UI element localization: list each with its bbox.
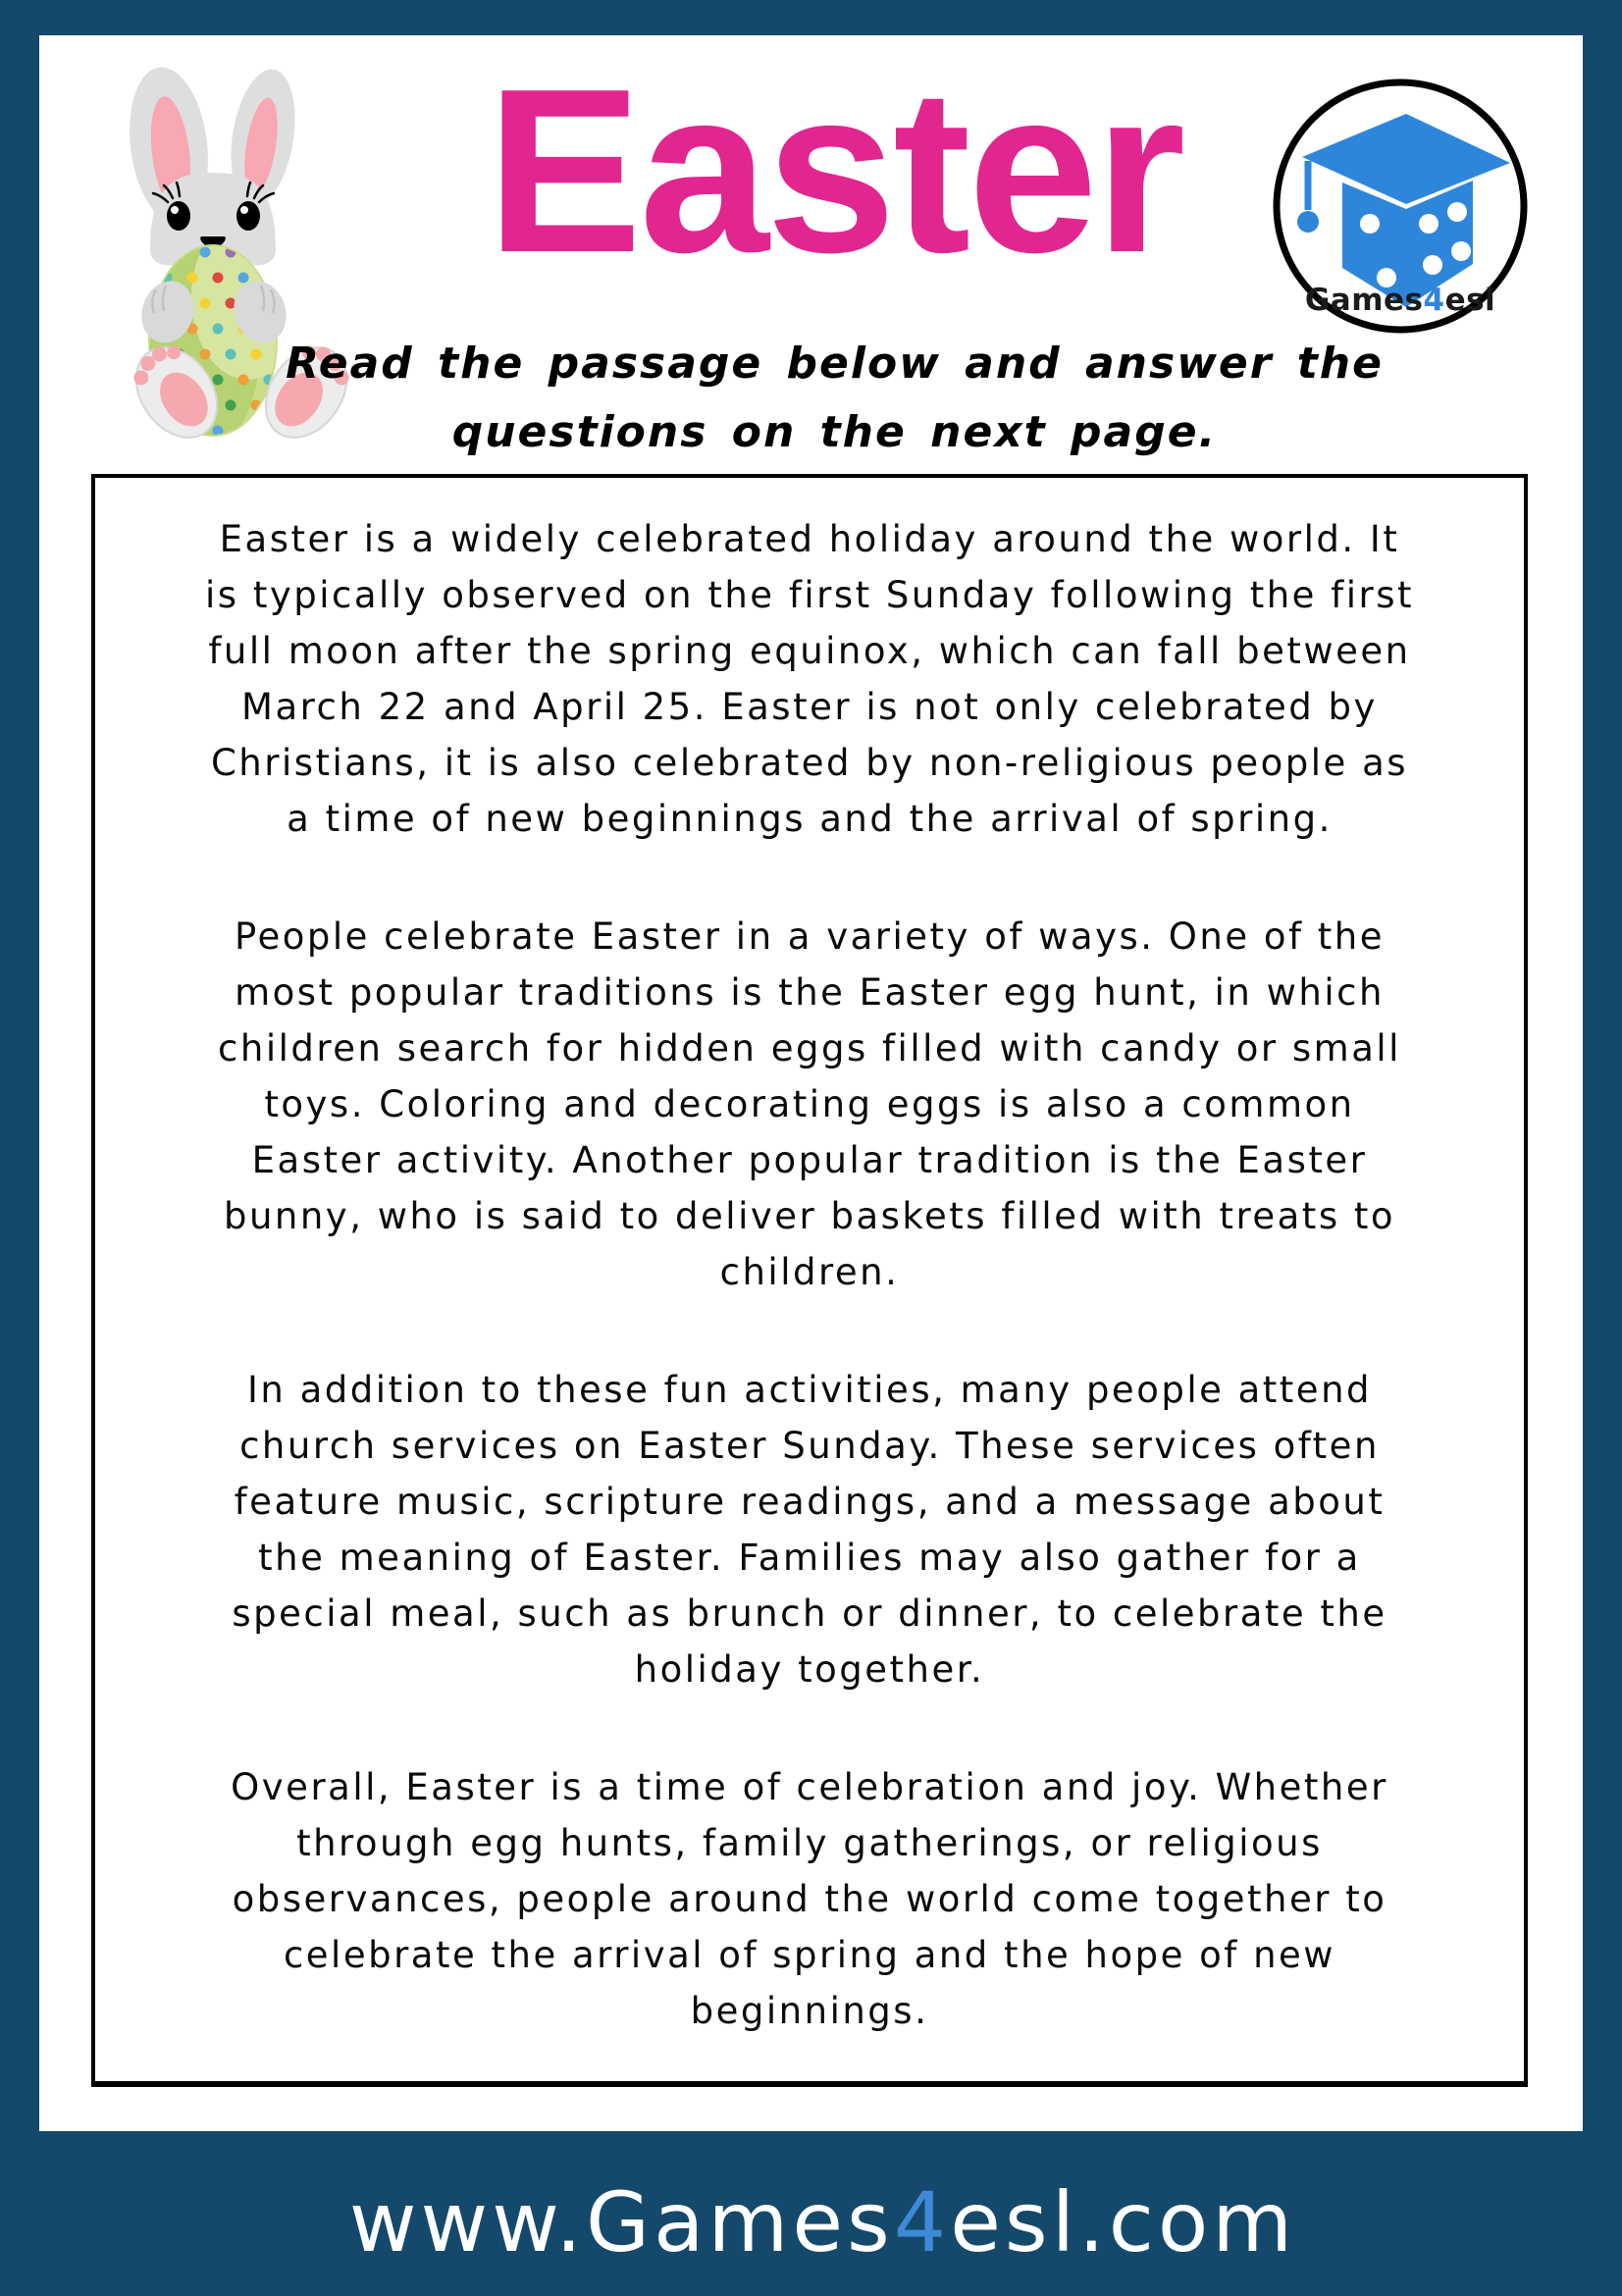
passage-line: holiday together. <box>634 1648 985 1691</box>
passage-line: beginnings. <box>690 1990 929 2032</box>
footer-url-prefix: www.Games <box>348 2174 894 2270</box>
passage-paragraph <box>105 511 1514 847</box>
passage-line: In addition to these fun activities, many people attend <box>246 1369 1373 1411</box>
passage-line: children search for hidden eggs filled with candy or small <box>218 1027 1401 1070</box>
passage-line: Christians, it is also celebrated by non-religious people as <box>210 742 1409 784</box>
passage-line: is typically observed on the first Sunday following the first <box>205 574 1414 616</box>
passage-box <box>91 474 1528 2087</box>
passage-line: children. <box>719 1251 900 1293</box>
passage-line: full moon after the spring equinox, which can fall between <box>208 630 1411 672</box>
page-title: Easter <box>486 41 1183 301</box>
passage-line: celebrate the arrival of spring and the hope of new <box>283 1934 1336 1976</box>
footer <box>12 2174 1622 2270</box>
logo-brand-prefix: Games <box>1304 283 1424 318</box>
passage-line: a time of new beginnings and the arrival of spring. <box>287 798 1333 840</box>
passage-line: through egg hunts, family gatherings, or religious <box>296 1822 1323 1864</box>
passage-paragraph <box>105 1759 1514 2039</box>
instructions <box>63 330 1606 467</box>
passage-line: toys. Coloring and decorating eggs is also a common <box>264 1083 1355 1125</box>
passage-line: most popular traditions is the Easter egg hunt, in which <box>235 971 1385 1014</box>
passage-line: Overall, Easter is a time of celebration and joy. Whether <box>231 1766 1388 1808</box>
footer-url-number: 4 <box>893 2174 951 2270</box>
passage-line: special meal, such as brunch or dinner, to celebrate the <box>232 1592 1387 1635</box>
passage-paragraph <box>105 1362 1514 1697</box>
logo-brand-number: 4 <box>1423 283 1445 318</box>
games4esl-logo <box>1269 75 1532 338</box>
logo-brand-suffix: esl <box>1444 283 1496 318</box>
instructions-line-1: Read the passage below and answer the <box>286 339 1384 389</box>
page-content <box>39 35 1583 2131</box>
instructions-line-2: questions on the next page. <box>451 407 1218 457</box>
passage-line: feature music, scripture readings, and a message about <box>234 1481 1386 1523</box>
passage-line: observances, people around the world come together to <box>232 1878 1387 1920</box>
passage-line: the meaning of Easter. Families may also gather for a <box>258 1537 1361 1579</box>
passage <box>105 511 1514 2039</box>
passage-line: People celebrate Easter in a variety of ways. One of the <box>234 915 1386 958</box>
passage-line: March 22 and April 25. Easter is not only celebrated by <box>241 686 1378 728</box>
passage-paragraph <box>105 909 1514 1300</box>
passage-line: bunny, who is said to deliver baskets filled with treats to <box>223 1195 1396 1237</box>
logo-brand-text <box>1269 283 1532 318</box>
passage-line: Easter is a widely celebrated holiday around the world. It <box>219 518 1400 560</box>
footer-url-suffix: esl.com <box>950 2174 1297 2270</box>
passage-line: church services on Easter Sunday. These services often <box>239 1425 1380 1467</box>
passage-line: Easter activity. Another popular tradition is the Easter <box>251 1139 1368 1181</box>
